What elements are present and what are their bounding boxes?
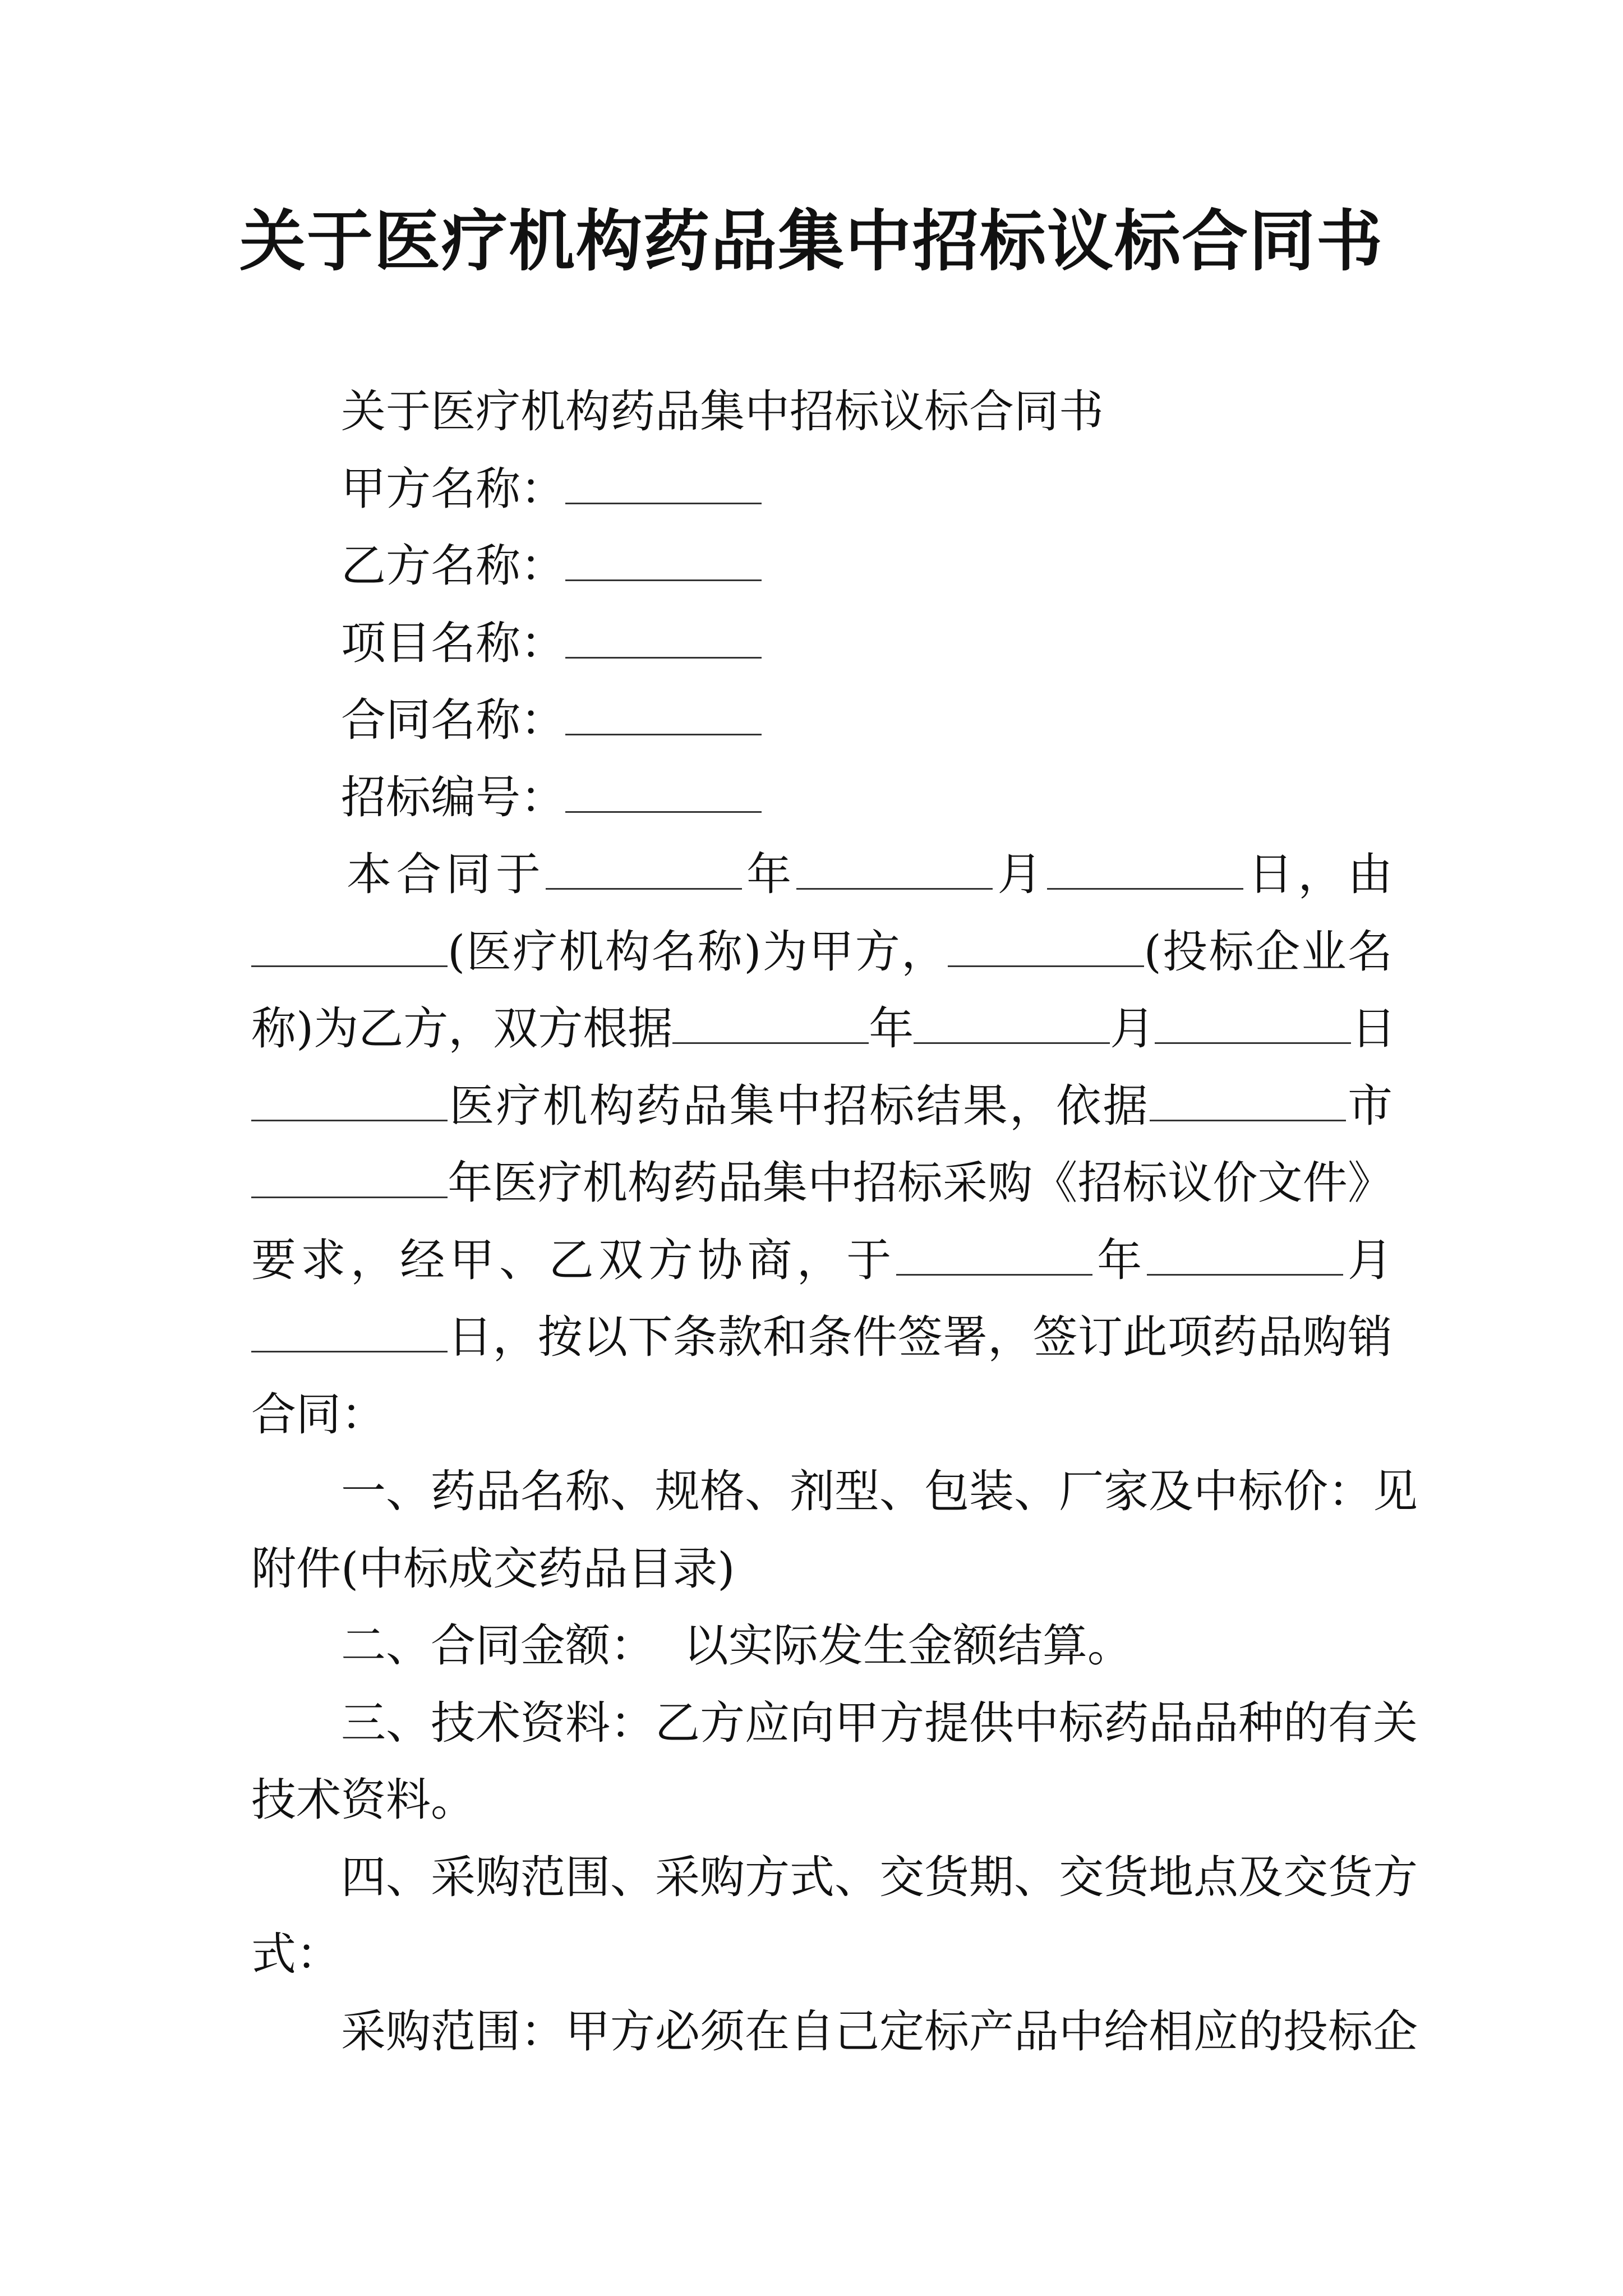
preamble-line	[251, 836, 1393, 913]
clause-4: 四、采购范围、采购方式、交货期、交货地点及交货方	[341, 1851, 1418, 1903]
text-segment: 月	[1343, 1234, 1393, 1286]
field-project-name	[251, 605, 1393, 682]
clause-4-continued: 式：	[251, 1928, 341, 1980]
field-label: 项目名称：	[341, 616, 565, 669]
text-segment: 要求，经甲、乙双方协商，于	[251, 1234, 896, 1286]
field-party-a	[251, 450, 1393, 528]
text-segment: 日，按以下条款和条件签署，签订此项药品购销	[448, 1311, 1393, 1363]
field-label: 招标编号：	[341, 771, 565, 823]
blank-line	[948, 926, 1144, 967]
text-segment: 月	[992, 848, 1048, 900]
preamble-line	[251, 1144, 1393, 1222]
text-segment: 年医疗机构药品集中招标采购《招标议价文件》	[448, 1157, 1393, 1209]
clause-3: 三、技术资料：乙方应向甲方提供中标药品品种的有关	[341, 1696, 1418, 1749]
field-label: 乙方名称：	[341, 540, 565, 592]
blank-line	[251, 1312, 448, 1352]
blank-line	[546, 849, 742, 890]
blank-line	[1047, 849, 1243, 890]
clause-3-continued: 技术资料。	[251, 1774, 476, 1826]
preamble-line	[251, 990, 1396, 1068]
field-label: 甲方名称：	[341, 462, 565, 515]
text-segment: 日	[1351, 1002, 1396, 1055]
preamble-line	[251, 1299, 1393, 1376]
blank-line	[251, 1080, 448, 1121]
field-tender-number	[251, 759, 1393, 836]
text-segment: 医疗机构药品集中招标结果，依据	[448, 1079, 1150, 1132]
field-party-b	[251, 527, 1393, 605]
text-segment: (医疗机构名称)为甲方，	[448, 925, 948, 978]
preamble-line	[251, 1068, 1393, 1145]
text-segment: 年	[869, 1002, 914, 1055]
clause-2: 二、合同金额： 以实际发生金额结算。	[341, 1619, 1132, 1672]
clause-5: 采购范围：甲方必须在自己定标产品中给相应的投标企	[341, 2005, 1418, 2058]
blank-line	[1147, 1235, 1343, 1276]
document-title: 关于医疗机构药品集中招标议标合同书	[239, 202, 1384, 280]
text-segment: 市	[1345, 1079, 1393, 1132]
clause-1-continued: 附件(中标成交药品目录)	[251, 1542, 735, 1595]
blank-line	[565, 772, 762, 813]
blank-line	[1155, 1003, 1351, 1044]
blank-line	[565, 694, 762, 735]
blank-line	[672, 1003, 869, 1044]
blank-line	[896, 1235, 1092, 1276]
blank-line	[565, 618, 762, 659]
blank-line	[251, 926, 448, 967]
text-segment: 称)为乙方，双方根据	[251, 1002, 673, 1055]
preamble-line: 合同：	[251, 1388, 386, 1441]
field-label: 合同名称：	[341, 694, 565, 746]
text-segment: 月	[1110, 1002, 1155, 1055]
text-segment: 日，由	[1243, 848, 1393, 900]
blank-line	[1150, 1080, 1346, 1121]
field-contract-name	[251, 682, 1393, 759]
blank-line	[565, 463, 762, 504]
clause-1: 一、药品名称、规格、剂型、包装、厂家及中标价：见	[341, 1465, 1418, 1517]
text-segment: 年	[741, 848, 796, 900]
text-segment: (投标企业名	[1144, 925, 1393, 978]
blank-line	[565, 540, 762, 581]
document-body	[251, 373, 1418, 2070]
subtitle-line: 关于医疗机构药品集中招标议标合同书	[341, 385, 1104, 438]
blank-line	[251, 1157, 448, 1198]
preamble-line	[251, 913, 1393, 991]
blank-line	[914, 1003, 1110, 1044]
blank-line	[796, 849, 993, 890]
preamble-line	[251, 1222, 1393, 1299]
text-segment: 本合同于	[347, 848, 546, 900]
text-segment: 年	[1092, 1234, 1147, 1286]
